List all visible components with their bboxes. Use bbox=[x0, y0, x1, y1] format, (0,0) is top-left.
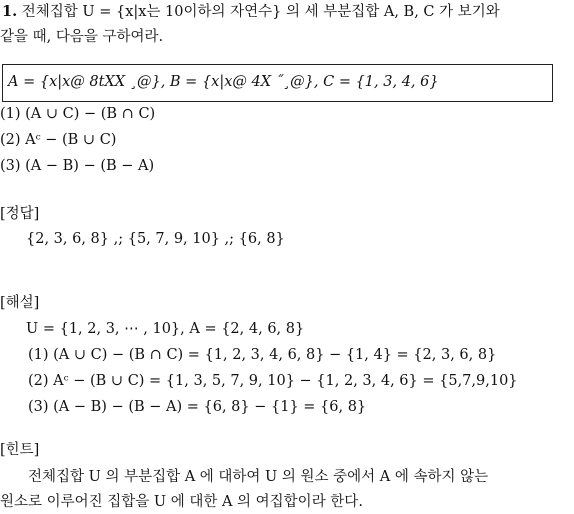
question-item-1: (1) (A ∪ C) − (B ∩ C) bbox=[0, 106, 156, 122]
hint-line-2: 원소로 이루어진 집합을 U 에 대한 A 의 여집합이라 한다. bbox=[0, 494, 363, 510]
problem-text-line1: 전체집합 U = {x|x는 10이하의 자연수} 의 세 부분집합 A, B, C 가 보기와 bbox=[21, 4, 500, 20]
answer-text: {2, 3, 6, 8} ,; {5, 7, 9, 10} ,; {6, 8} bbox=[26, 231, 285, 247]
question-item-3: (3) (A − B) − (B − A) bbox=[0, 158, 155, 174]
answer-heading: [정답] bbox=[0, 206, 40, 222]
hint-heading: [힌트] bbox=[0, 442, 40, 458]
explanation-heading: [해설] bbox=[0, 295, 40, 311]
explanation-universal-set: U = {1, 2, 3, ⋯ , 10}, A = {2, 4, 6, 8} bbox=[26, 321, 305, 337]
problem-number: 1. bbox=[2, 3, 18, 20]
explanation-line-3: (3) (A − B) − (B − A) = {6, 8} − {1} = {6, 8} bbox=[28, 399, 367, 415]
problem-text-line2: 같을 때, 다음을 구하여라. bbox=[0, 29, 164, 45]
sets-definition: A = {x|x@ 8tXX ¸@}, B = {x|x@ 4X ˝¸@}, C = {1, 3, 4, 6} bbox=[8, 74, 439, 90]
explanation-line-2: (2) Aᶜ − (B ∪ C) = {1, 3, 5, 7, 9, 10} − {1, 2, 3, 4, 6} = {5,7,9,10} bbox=[28, 373, 518, 389]
sets-definition-box bbox=[2, 64, 553, 102]
explanation-line-1: (1) (A ∪ C) − (B ∩ C) = {1, 2, 3, 4, 6, 8} − {1, 4} = {2, 3, 6, 8} bbox=[28, 347, 497, 363]
hint-line-1: 전체집합 U 의 부분집합 A 에 대하여 U 의 원소 중에서 A 에 속하지 않는 bbox=[28, 469, 489, 485]
question-item-2: (2) Aᶜ − (B ∪ C) bbox=[0, 132, 117, 148]
